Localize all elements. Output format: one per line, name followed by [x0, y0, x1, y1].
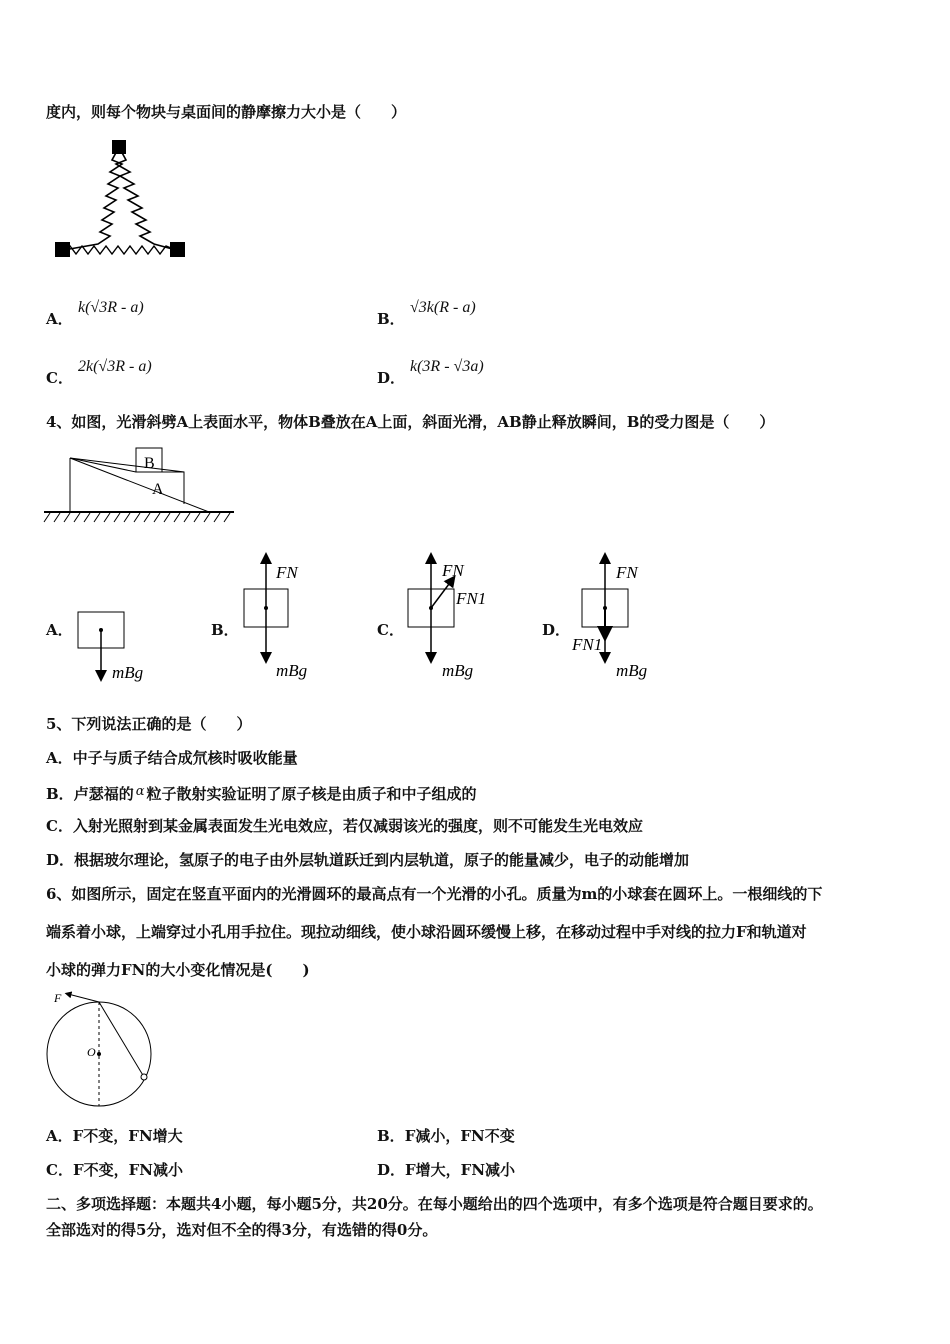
q6-stem-line2: 端系着小球，上端穿过小孔用手拉住。现拉动细线，使小球沿圆环缓慢上移，在移动过程中手对线的拉力F和轨道对	[46, 923, 807, 941]
q6-option-c-text: F不变，FN减小	[72, 1161, 183, 1179]
q5-option-d	[46, 850, 689, 870]
q6-option-d-text: F增大，FN减小	[405, 1161, 516, 1179]
q4-option-b-label: B．	[211, 621, 239, 639]
q5-stem: 5、下列说法正确的是（ ）	[46, 715, 252, 733]
q5-option-c	[46, 816, 643, 836]
q5-option-c-text: 入射光照射到某金属表面发生光电效应，若仅减弱该光的强度，则不可能发生光电效应	[72, 817, 643, 835]
q4d-normal1-label: FN1	[572, 635, 603, 654]
q6-force-label: F	[54, 991, 62, 1005]
q4c-weight-label: mBg	[442, 661, 474, 680]
q5-option-b-label: B．	[46, 785, 74, 803]
q6-option-a	[46, 1126, 183, 1146]
q3-option-b-expr: √3k(R - a)	[410, 299, 476, 316]
q4-block-b-label: B	[144, 455, 155, 472]
q3-option-d-label: D．	[377, 369, 406, 387]
q4b-weight-label: mBg	[276, 661, 308, 680]
alpha-symbol: α	[135, 784, 145, 799]
q4-stem: 4、如图，光滑斜劈A上表面水平，物体B叠放在A上面，斜面光滑，AB静止释放瞬间，B的受力图是（ ）	[46, 413, 775, 431]
q6-option-b-text: F减小，FN不变	[404, 1127, 515, 1145]
q6-option-b	[377, 1126, 515, 1146]
q6-option-b-label: B．	[377, 1127, 405, 1145]
q6-option-c	[46, 1160, 183, 1180]
q5-option-b-text-post: 粒子散射实验证明了原子核是由质子和中子组成的	[146, 785, 477, 803]
q6-stem-line1: 6、如图所示，固定在竖直平面内的光滑圆环的最高点有一个光滑的小孔。质量为m的小球套在圆环上。一根细线的下	[46, 885, 823, 903]
right-block	[170, 242, 185, 257]
q4-option-d-label: D．	[542, 621, 571, 639]
q4d-weight-label: mBg	[616, 661, 648, 680]
q4c-normal1-label: FN1	[456, 589, 487, 608]
q4-force-diagram-a	[70, 550, 170, 690]
q4c-normal-label: FN	[442, 561, 464, 580]
q6-ring-figure	[44, 990, 174, 1110]
q4b-normal-label: FN	[276, 563, 298, 582]
q3-option-c-expr: 2k(√3R - a)	[78, 358, 152, 375]
q4a-weight-label: mBg	[112, 663, 144, 682]
q3-option-a-expr: k(√3R - a)	[78, 299, 144, 316]
q6-option-a-text: F不变，FN增大	[72, 1127, 183, 1145]
q4-wedge-figure	[44, 446, 244, 526]
q4-force-diagram-d	[574, 550, 684, 690]
top-block	[112, 140, 126, 154]
q3-spring-triangle-figure	[52, 140, 192, 260]
q6-option-d	[377, 1160, 515, 1180]
section2-instructions-line1: 二、多项选择题：本题共4小题，每小题5分，共20分。在每小题给出的四个选项中，有多个选项是符合题目要求的。	[46, 1195, 823, 1213]
section2-instructions-line2: 全部选对的得5分，选对但不全的得3分，有选错的得0分。	[46, 1221, 438, 1239]
q5-option-d-text: 根据玻尔理论，氢原子的电子由外层轨道跃迁到内层轨道，原子的能量减少，电子的动能增加	[74, 851, 690, 869]
q3-stem-tail: 度内，则每个物块与桌面间的静摩擦力大小是（ ）	[46, 103, 407, 121]
q5-option-a-label: A．	[46, 749, 73, 767]
q4-force-diagram-c	[400, 550, 510, 690]
q6-option-c-label: C．	[46, 1161, 73, 1179]
q6-option-a-label: A．	[46, 1127, 73, 1145]
q3-option-b-label: B．	[377, 310, 405, 328]
q5-option-b-text-pre: 卢瑟福的	[73, 785, 134, 803]
q5-option-c-label: C．	[46, 817, 73, 835]
q5-option-a	[46, 748, 298, 768]
q5-option-b	[46, 782, 477, 804]
q4-option-a-label: A．	[46, 621, 73, 639]
q4-force-diagram-b	[236, 550, 336, 690]
q4-wedge-a-label: A	[152, 481, 164, 498]
q3-option-c-label: C．	[46, 369, 73, 387]
q4d-normal-label: FN	[616, 563, 638, 582]
q6-option-d-label: D．	[377, 1161, 406, 1179]
q5-option-d-label: D．	[46, 851, 75, 869]
q5-option-a-text: 中子与质子结合成氘核时吸收能量	[72, 749, 298, 767]
q4-option-c-label: C．	[377, 621, 404, 639]
q3-option-a-label: A．	[46, 310, 73, 328]
q3-option-d-expr: k(3R - √3a)	[410, 358, 484, 375]
q6-center-label: O	[87, 1045, 96, 1059]
left-block	[55, 242, 70, 257]
q6-stem-line3: 小球的弹力FN的大小变化情况是( )	[46, 961, 310, 979]
